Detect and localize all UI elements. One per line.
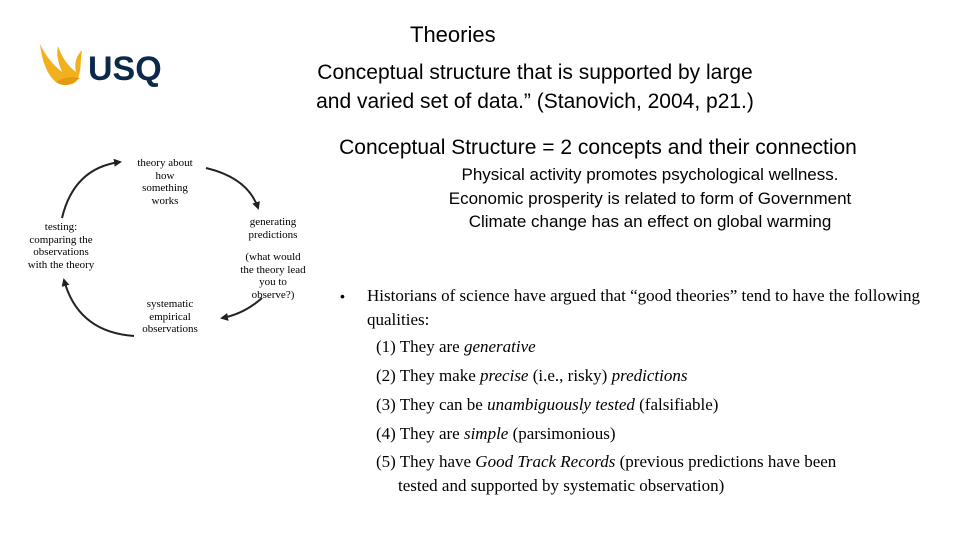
label-line: observations [142,323,198,335]
cycle-testing-label [20,221,102,271]
qualities-list [340,284,940,498]
label-line: systematic [146,298,194,310]
cycle-theory-label [130,157,200,207]
quality-text: (1) They are [376,337,464,356]
cycle-generating-label [238,216,308,241]
quality-text: (2) They make [376,366,481,385]
label-line: you to [259,276,287,288]
quality-text: (falsifiable) [634,395,719,414]
cycle-systematic-label [130,298,210,336]
label-line: works [151,194,179,207]
subtitle-line: and varied set of data.” (Stanovich, 2004, p21.) [316,90,754,113]
quality-emphasis: simple [463,424,509,443]
quality-emphasis: precise [480,366,529,385]
quality-emphasis: Good Track Records [475,452,616,471]
quality-item [340,390,936,419]
label-line: empirical [149,310,191,323]
quality-item [340,419,936,448]
arrow-predictions-to-observations [222,298,262,318]
arrow-observations-to-testing [64,280,134,336]
label-line: (what would [245,251,301,263]
quality-text: (3) They can be [376,395,488,414]
qualities-intro [340,284,947,332]
quality-text: (i.e., risky) [528,366,612,385]
cycle-what-would-label [234,251,312,301]
example-line: Physical activity promotes psychological wellness. [461,165,839,184]
label-line: the theory lead [240,263,306,276]
label-line: comparing the [29,233,93,246]
quality-emphasis: unambiguously tested [487,395,635,414]
quality-emphasis: generative [463,337,536,356]
concept-heading: Conceptual Structure = 2 concepts and their connection [339,136,857,159]
quality-emphasis: predictions [611,366,688,385]
slide-title: Theories [410,22,496,47]
label-line: predictions [248,228,298,241]
quality-item [340,332,936,361]
quality-text: (4) They are [376,424,464,443]
quality-item [340,450,936,498]
concept-examples [340,163,960,234]
intro-text: Historians of science have argued that “good theories” tend to have the following qualities: [367,286,920,329]
label-line: testing: [44,221,78,233]
label-line: observe?) [251,288,295,301]
example-line: Climate change has an effect on global warming [468,212,832,231]
arrow-theory-to-predictions [206,168,258,208]
quality-item [340,361,936,390]
label-line: how [155,169,175,182]
label-line: theory about [137,157,193,169]
quality-text: (5) They have [376,452,476,471]
label-line: something [142,182,188,194]
label-line: with the theory [27,258,95,271]
arrow-testing-to-theory [62,162,120,218]
quality-text: (previous predictions have been [615,452,837,471]
label-line: generating [249,216,297,228]
quality-text: (parsimonious) [508,424,616,443]
label-line: observations [33,246,89,258]
quality-text: tested and supported by systematic observation) [398,476,725,495]
bullet-icon: • [340,288,345,304]
example-line: Economic prosperity is related to form of Government [448,188,852,208]
usq-logo-text: USQ [88,50,162,88]
subtitle-line: Conceptual structure that is supported by large [317,61,753,84]
